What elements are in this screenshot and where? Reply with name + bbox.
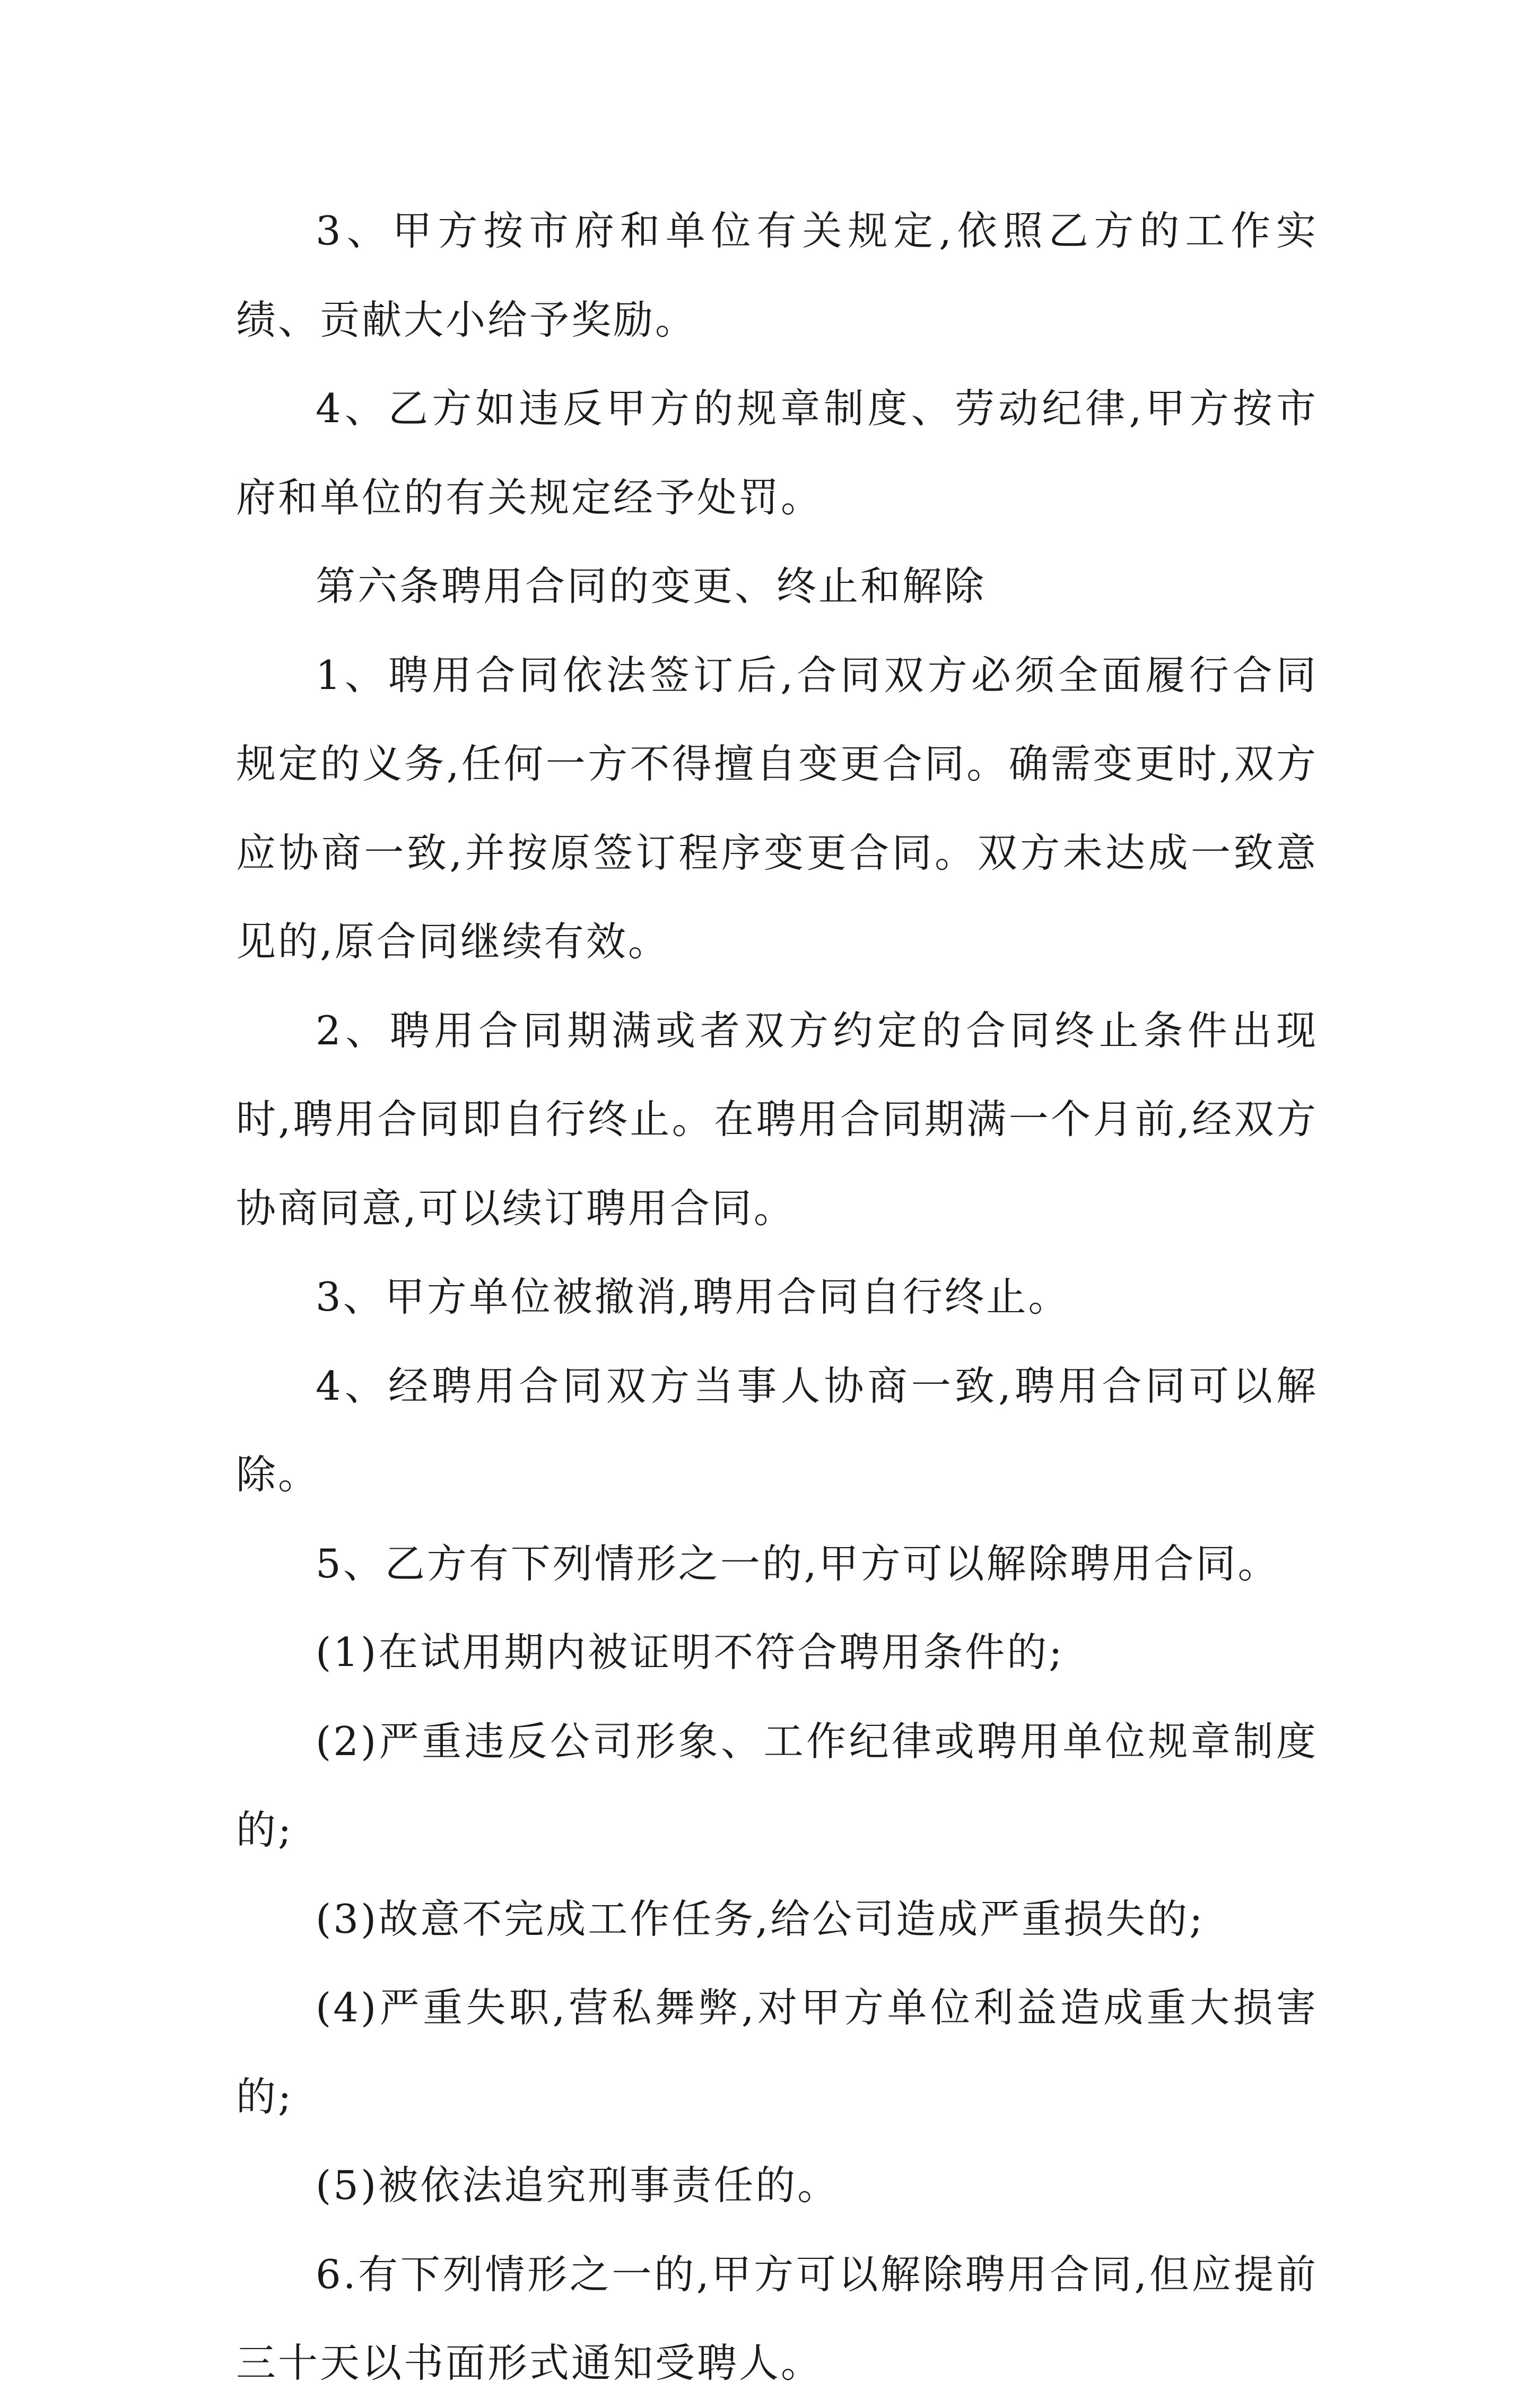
paragraph-contract-change: 1、聘用合同依法签订后,合同双方必须全面履行合同规定的义务,任何一方不得擅自变更合同。确需变更时,双方应协商一致,并按原签订程序变更合同。双方未达成一致意见的,原合同继续有效。 [236,651,1318,965]
list-item-criminal-liability: (5)被依法追究刑事责任的。 [316,2162,840,2209]
list-item-violation: (2)严重违反公司形象、工作纪律或聘用单位规章制度的; [236,1717,1318,1853]
list-item-dereliction: (4)严重失职,营私舞弊,对甲方单位利益造成重大损害的; [236,1984,1318,2120]
paragraph-unit-revoked: 3、甲方单位被撤消,聘用合同自行终止。 [316,1273,1070,1320]
paragraph-notice-termination: 6.有下列情形之一的,甲方可以解除聘用合同,但应提前三十天以书面形式通知受聘人。 [236,2250,1318,2386]
list-item-task-failure: (3)故意不完成工作任务,给公司造成严重损失的; [316,1895,1205,1942]
paragraph-contract-expiry: 2、聘用合同期满或者双方约定的合同终止条件出现时,聘用合同即自行终止。在聘用合同期满一个月前,经双方协商同意,可以续订聘用合同。 [236,1007,1318,1232]
paragraph-mutual-termination: 4、经聘用合同双方当事人协商一致,聘用合同可以解除。 [236,1362,1318,1498]
article-six-heading: 第六条聘用合同的变更、终止和解除 [316,563,987,609]
list-item-probation: (1)在试用期内被证明不符合聘用条件的; [316,1629,1065,1676]
paragraph-reward-clause: 3、甲方按市府和单位有关规定,依照乙方的工作实绩、贡献大小给予奖励。 [236,207,1318,343]
document-body [236,187,1318,2408]
paragraph-penalty-clause: 4、乙方如违反甲方的规章制度、劳动纪律,甲方按市府和单位的有关规定经予处罚。 [236,385,1318,521]
paragraph-termination-conditions: 5、乙方有下列情形之一的,甲方可以解除聘用合同。 [316,1540,1280,1587]
